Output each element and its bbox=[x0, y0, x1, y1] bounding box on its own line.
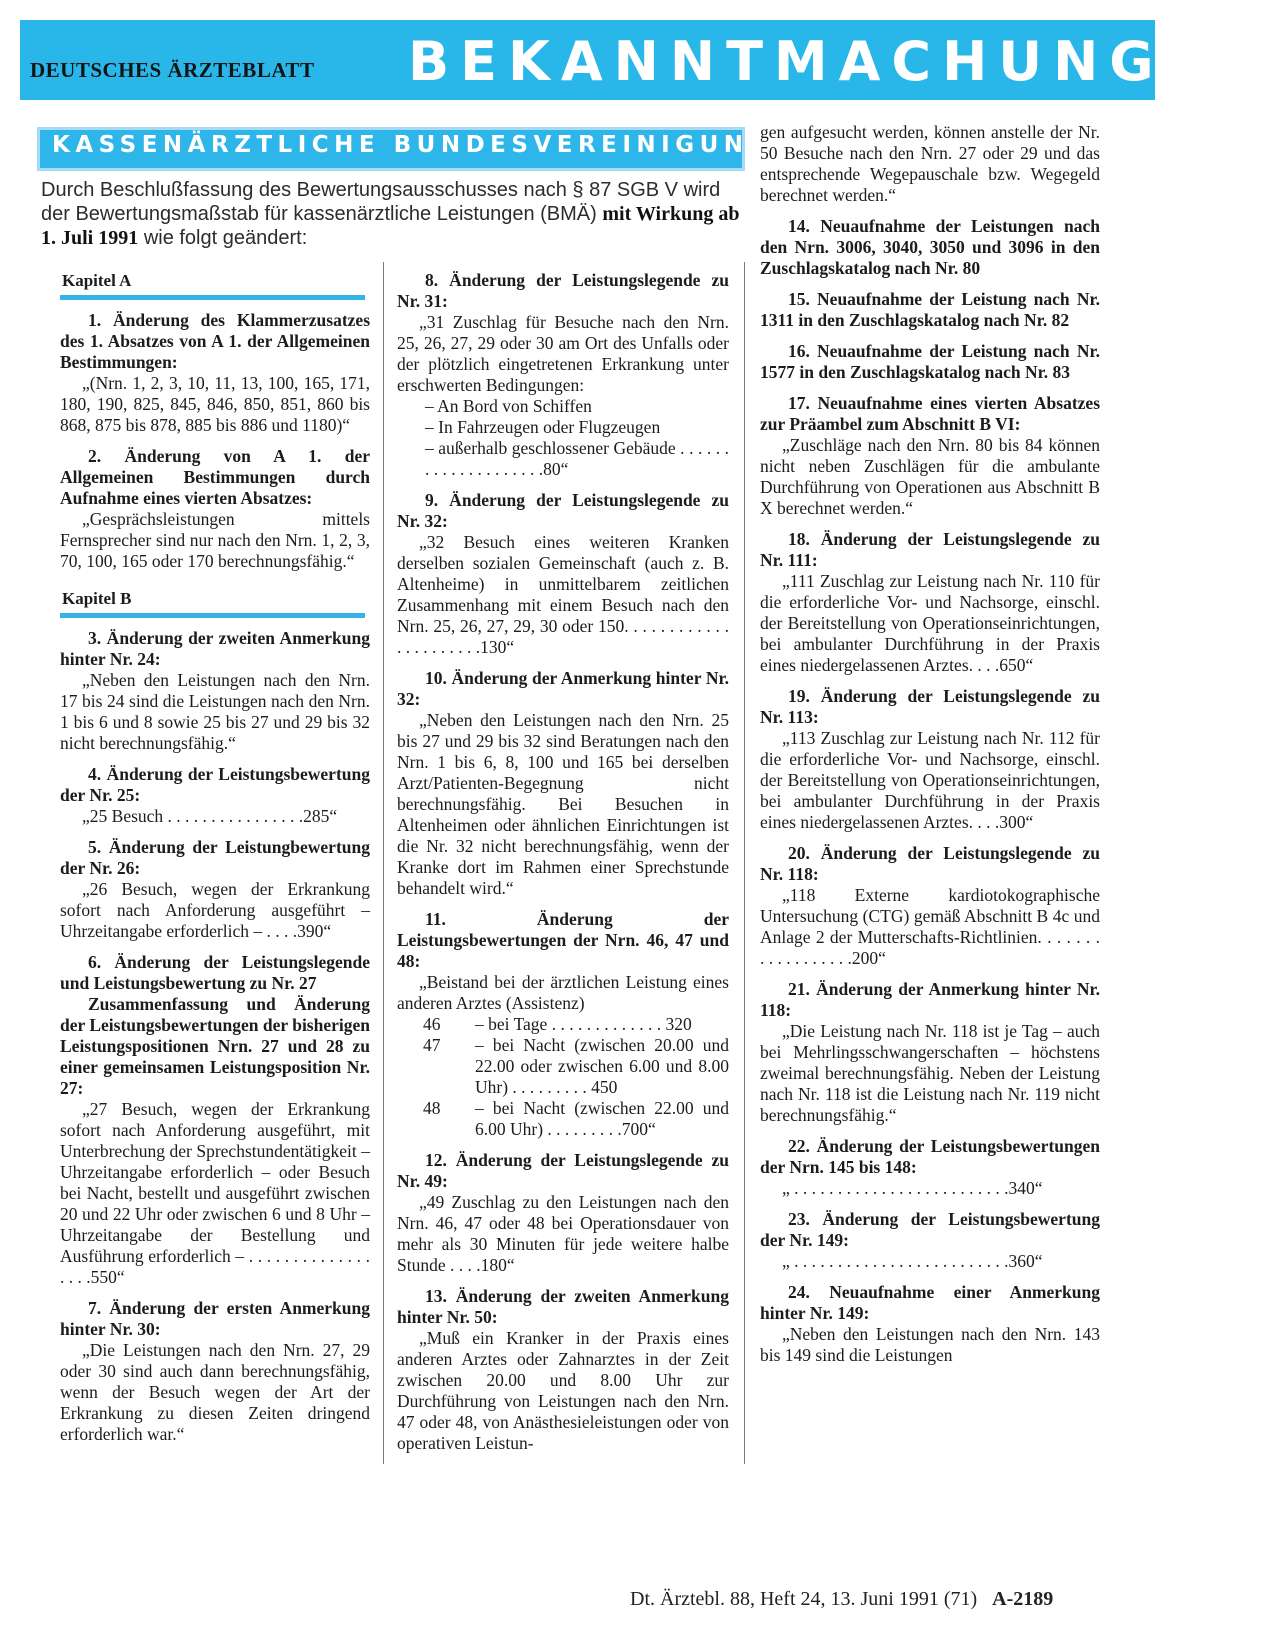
item-heading: 19. Änderung der Leistungslegende zu Nr. 113: bbox=[760, 686, 1100, 727]
item-heading: 11. Änderung der Leistungsbewertungen der Nrn. 46, 47 und 48: bbox=[397, 909, 729, 971]
item-24 bbox=[760, 1282, 1100, 1366]
item-text: „Neben den Leistungen nach den Nrn. 143 bis 149 sind die Leistungen bbox=[760, 1324, 1100, 1365]
position-number: 46 bbox=[423, 1014, 441, 1034]
item-9 bbox=[397, 490, 729, 658]
item-heading: 10. Änderung der Anmerkung hinter Nr. 32: bbox=[397, 668, 729, 709]
item-text: „27 Besuch, wegen der Erkrankung sofort nach Anforderung ausgeführt, mit Unterbrechung der Sprechstundentätigkeit – Uhrzeitangabe erforderlich – oder Besuch bei Nacht, bestellt und ausgeführt zwischen 20 und 22 Uhr oder zwischen 6 und 8 Uhr – Uhrzeitangabe der Bestellung und Ausführung erforderlich – . . . . . . . . . . . . . . . . . .550“ bbox=[60, 1099, 370, 1287]
item-heading: 8. Änderung der Leistungslegende zu Nr. 31: bbox=[397, 270, 729, 311]
page-footer bbox=[630, 1588, 1053, 1611]
item-15 bbox=[760, 289, 1100, 331]
item-text: „Gesprächsleistungen mittels Fernsprecher sind nur nach den Nrn. 1, 2, 3, 70, 100, 165 oder 170 berechnungsfähig.“ bbox=[60, 509, 370, 571]
position-number: 48 bbox=[423, 1098, 441, 1118]
position-text: – bei Nacht (zwischen 20.00 und 22.00 oder zwischen 6.00 und 8.00 Uhr) . . . . . . . . . 450 bbox=[475, 1035, 729, 1097]
item-17 bbox=[760, 393, 1100, 519]
item-heading: 12. Änderung der Leistungslegende zu Nr. 49: bbox=[397, 1150, 729, 1191]
section-title: BEKANNTMACHUNGEN bbox=[408, 30, 1269, 93]
item-21 bbox=[760, 979, 1100, 1126]
item-text: „111 Zuschlag zur Leistung nach Nr. 110 für die erforderliche Vor- und Nachsorge, einschl. der Bereitstellung von Operationseinrichtungen, bei ambulanter Durchführung in der Praxis eines niedergelassenen Arztes. . . .650“ bbox=[760, 571, 1100, 675]
bullet-item: – An Bord von Schiffen bbox=[425, 396, 592, 416]
item-text: „26 Besuch, wegen der Erkrankung sofort nach Anforderung ausgeführt – Uhrzeitangabe erforderlich – . . . .390“ bbox=[60, 879, 370, 941]
column-divider-1 bbox=[383, 262, 384, 1464]
item-3 bbox=[60, 628, 370, 754]
item-heading: 21. Änderung der Anmerkung hinter Nr. 118: bbox=[760, 979, 1100, 1020]
item-heading: 6. Änderung der Leistungslegende und Leistungsbewertung zu Nr. 27 bbox=[60, 952, 370, 993]
chapter-bar-a bbox=[60, 295, 365, 300]
item-23 bbox=[760, 1209, 1100, 1272]
kbv-title: KASSENÄRZTLICHE BUNDESVEREINIGUNG bbox=[52, 132, 773, 158]
item-text: „(Nrn. 1, 2, 3, 10, 11, 13, 100, 165, 171, 180, 190, 825, 845, 846, 850, 851, 860 bis 868, 875 bis 878, 885 bis 886 und 1180)“ bbox=[60, 373, 370, 435]
item-13-continued bbox=[760, 122, 1100, 206]
item-text: „Die Leistung nach Nr. 118 ist je Tag – auch bei Mehrlingsschwangerschaften – höchstens zweimal berechnungsfähig. Neben der Leistung nach Nr. 118 ist die Leistung nach Nr. 119 nicht berechnungsfähig.“ bbox=[760, 1021, 1100, 1125]
item-6 bbox=[60, 952, 370, 1288]
chapter-heading-b: Kapitel B bbox=[62, 589, 132, 608]
item-16 bbox=[760, 341, 1100, 383]
item-heading: 18. Änderung der Leistungslegende zu Nr. 111: bbox=[760, 529, 1100, 570]
column-2 bbox=[397, 270, 729, 1464]
item-heading: 17. Neuaufnahme eines vierten Absatzes zur Präambel zum Abschnitt B VI: bbox=[760, 393, 1100, 434]
item-text: „Neben den Leistungen nach den Nrn. 17 bis 24 sind die Leistungen nach den Nrn. 1 bis 6 und 8 sowie 25 bis 27 und 29 bis 32 nicht berechnungsfähig.“ bbox=[60, 670, 370, 753]
item-subheading: Zusammenfassung und Änderung der Leistungsbewertungen der bisherigen Leistungspositionen Nrn. 27 und 28 zu einer gemeinsamen Leistungsposition Nr. 27: bbox=[60, 994, 370, 1098]
item-text: „49 Zuschlag zu den Leistungen nach den Nrn. 46, 47 oder 48 bei Operationsdauer von mehr als 30 Minuten für jede weitere halbe Stunde . . . .180“ bbox=[397, 1192, 729, 1275]
item-heading: 13. Änderung der zweiten Anmerkung hinter Nr. 50: bbox=[397, 1286, 729, 1327]
item-text: „32 Besuch eines weiteren Kranken derselben sozialen Gemeinschaft (auch z. B. Altenheime) in unmittelbarem zeitlichen Zusammenhang mit einem Besuch nach den Nrn. 25, 26, 27, 29, 30 oder 150. . . . . . . . . . . . . . . . . . . . . .130“ bbox=[397, 532, 729, 657]
item-13 bbox=[397, 1286, 729, 1454]
intro-paragraph bbox=[41, 178, 747, 250]
position-text: – bei Tage . . . . . . . . . . . . . 320 bbox=[475, 1014, 692, 1034]
item-text: „ . . . . . . . . . . . . . . . . . . . . . . . . .340“ bbox=[782, 1178, 1043, 1198]
item-20 bbox=[760, 843, 1100, 969]
item-19 bbox=[760, 686, 1100, 833]
bullet-item: – außerhalb geschlossener Gebäude . . . . . . . . . . . . . . . . . . . .80“ bbox=[425, 438, 729, 479]
item-text: „113 Zuschlag zur Leistung nach Nr. 112 für die erforderliche Vor- und Nachsorge, einschl. der Bereitstellung von Operationseinrichtungen, bei ambulanter Durchführung in der Praxis eines niedergelassenen Arztes. . . .300“ bbox=[760, 728, 1100, 832]
item-heading: 16. Neuaufnahme der Leistung nach Nr. 1577 in den Zuschlagskatalog nach Nr. 83 bbox=[760, 341, 1100, 382]
bullet-item: – In Fahrzeugen oder Flugzeugen bbox=[425, 417, 661, 437]
item-22 bbox=[760, 1136, 1100, 1199]
item-text: „Zuschläge nach den Nrn. 80 bis 84 können nicht neben Zuschlägen für die ambulante Durchführung von Operationen aus Abschnitt B X berechnet werden.“ bbox=[760, 435, 1100, 518]
intro-text: Durch Beschlußfassung des Bewertungsausschusses nach § 87 SGB V wird der Bewertungsmaßstab für kassenärztliche Leistungen (BMÄ) bbox=[41, 179, 721, 225]
item-text: „ . . . . . . . . . . . . . . . . . . . . . . . . .360“ bbox=[782, 1251, 1043, 1271]
column-1 bbox=[60, 270, 370, 1455]
intro-bold: mit Wirkung ab 1. Juli 1991 bbox=[41, 203, 740, 249]
item-8 bbox=[397, 270, 729, 480]
journal-name: DEUTSCHES ÄRZTEBLATT bbox=[30, 58, 315, 82]
item-12 bbox=[397, 1150, 729, 1276]
item-2 bbox=[60, 446, 370, 572]
item-heading: 22. Änderung der Leistungsbewertungen der Nrn. 145 bis 148: bbox=[760, 1136, 1100, 1177]
item-heading: 7. Änderung der ersten Anmerkung hinter Nr. 30: bbox=[60, 1298, 370, 1339]
item-18 bbox=[760, 529, 1100, 676]
table-row bbox=[397, 1014, 729, 1035]
item-text: „Beistand bei der ärztlichen Leistung eines anderen Arztes (Assistenz) bbox=[397, 972, 729, 1013]
column-divider-2 bbox=[744, 262, 745, 1464]
item-7 bbox=[60, 1298, 370, 1445]
item-1 bbox=[60, 310, 370, 436]
position-text: – bei Nacht (zwischen 22.00 und 6.00 Uhr) . . . . . . . . .700“ bbox=[475, 1098, 729, 1139]
item-heading: 3. Änderung der zweiten Anmerkung hinter Nr. 24: bbox=[60, 628, 370, 669]
chapter-heading-a: Kapitel A bbox=[62, 271, 132, 290]
item-heading: 4. Änderung der Leistungsbewertung der Nr. 25: bbox=[60, 764, 370, 805]
item-heading: 9. Änderung der Leistungslegende zu Nr. 32: bbox=[397, 490, 729, 531]
item-heading: 1. Änderung des Klammerzusatzes des 1. Absatzes von A 1. der Allgemeinen Bestimmungen: bbox=[60, 310, 370, 372]
item-text: „118 Externe kardiotokographische Untersuchung (CTG) gemäß Abschnitt B 4c und Anlage 2 der Mutterschafts-Richtlinien. . . . . . . . . . . . . . . . . .200“ bbox=[760, 885, 1100, 968]
item-heading: 15. Neuaufnahme der Leistung nach Nr. 1311 in den Zuschlagskatalog nach Nr. 82 bbox=[760, 289, 1100, 330]
item-heading: 23. Änderung der Leistungsbewertung der Nr. 149: bbox=[760, 1209, 1100, 1250]
item-10 bbox=[397, 668, 729, 899]
position-number: 47 bbox=[423, 1035, 441, 1055]
item-heading: 14. Neuaufnahme der Leistungen nach den Nrn. 3006, 3040, 3050 und 3096 in den Zuschlagskatalog nach Nr. 80 bbox=[760, 216, 1100, 278]
item-heading: 2. Änderung von A 1. der Allgemeinen Bestimmungen durch Aufnahme eines vierten Absatzes: bbox=[60, 446, 370, 508]
item-text: „Neben den Leistungen nach den Nrn. 25 bis 27 und 29 bis 32 sind Beratungen nach den Nrn. 1 bis 6, 8, 100 und 165 bei derselben Arzt/Patienten-Begegnung nicht berechnungsfähig. Bei Besuchen in Altenheimen oder ähnlichen Einrichtungen ist die Nr. 32 nicht berechnungsfähig, wenn der Kranke dort im Rahmen einer Sprechstunde behandelt wird.“ bbox=[397, 710, 729, 898]
item-14 bbox=[760, 216, 1100, 279]
item-text: gen aufgesucht werden, können anstelle der Nr. 50 Besuche nach den Nrn. 27 oder 29 und das entsprechende Wegepauschale bzw. Wegegeld berechnet werden.“ bbox=[760, 122, 1100, 205]
table-row bbox=[397, 1098, 729, 1140]
item-heading: 24. Neuaufnahme einer Anmerkung hinter Nr. 149: bbox=[760, 1282, 1100, 1323]
item-heading: 5. Änderung der Leistungbewertung der Nr. 26: bbox=[60, 837, 370, 878]
table-row bbox=[397, 1035, 729, 1098]
footer-citation: Dt. Ärztebl. 88, Heft 24, 13. Juni 1991 (71) bbox=[630, 1588, 978, 1610]
item-text: „31 Zuschlag für Besuche nach den Nrn. 25, 26, 27, 29 oder 30 am Ort des Unfalls oder der plötzlich eingetretenen Erkrankung unter erschwerten Bedingungen: bbox=[397, 312, 729, 395]
chapter-bar-b bbox=[60, 613, 365, 618]
item-text: „Die Leistungen nach den Nrn. 27, 29 oder 30 sind auch dann berechnungsfähig, wenn der Besuch wegen der Art der Erkrankung zu diesen Zeiten dringend erforderlich war.“ bbox=[60, 1340, 370, 1444]
intro-tail: wie folgt geändert: bbox=[143, 227, 308, 249]
item-heading: 20. Änderung der Leistungslegende zu Nr. 118: bbox=[760, 843, 1100, 884]
item-5 bbox=[60, 837, 370, 942]
assistance-table bbox=[397, 1014, 729, 1140]
item-text: „25 Besuch . . . . . . . . . . . . . . . .285“ bbox=[82, 806, 338, 826]
column-3 bbox=[760, 122, 1100, 1376]
item-4 bbox=[60, 764, 370, 827]
item-11 bbox=[397, 909, 729, 1140]
page-number: A-2189 bbox=[992, 1588, 1054, 1610]
item-text: „Muß ein Kranker in der Praxis eines anderen Arztes oder Zahnarztes in der Zeit zwischen 20.00 und 8.00 Uhr zur Durchführung von Leistungen nach den Nrn. 47 oder 48, von Anästhesieleistungen oder von operativen Leistun- bbox=[397, 1328, 729, 1453]
